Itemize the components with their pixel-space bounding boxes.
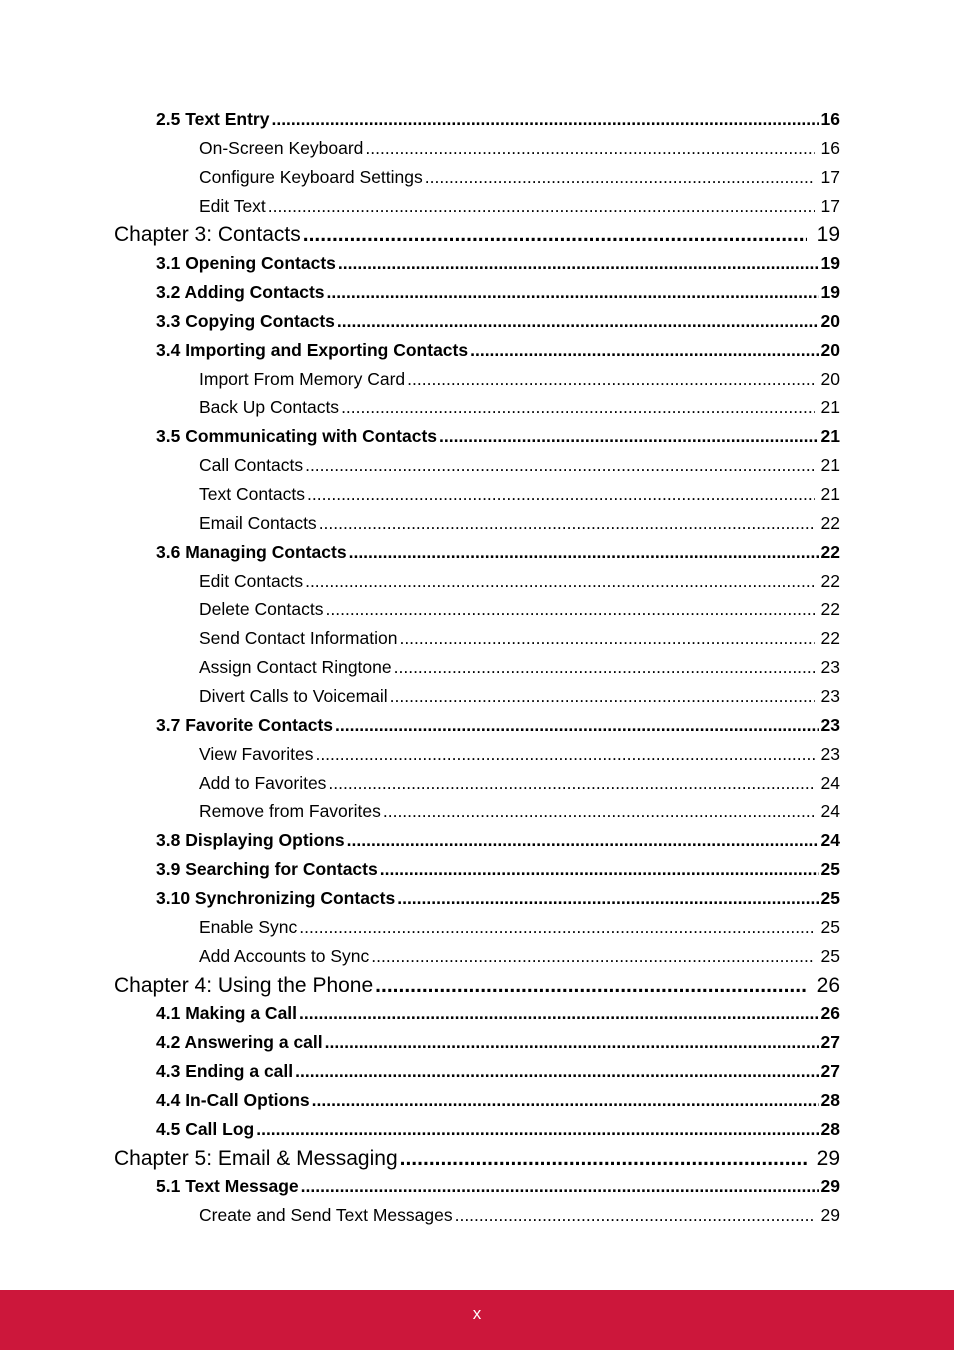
dot-leader [383, 798, 815, 824]
dot-leader [319, 510, 815, 536]
toc-entry-page: 23 [820, 657, 840, 677]
toc-entry-4-4[interactable] [156, 1087, 840, 1113]
dot-leader [315, 741, 814, 767]
dot-leader [295, 1058, 818, 1084]
toc-entry-title: 4.4 In-Call Options [156, 1090, 310, 1110]
toc-entry-call-contacts[interactable] [199, 452, 840, 478]
toc-entry-add-accounts-sync[interactable] [199, 943, 840, 969]
toc-entry-back-up-contacts[interactable] [199, 394, 840, 420]
toc-entry-3-2[interactable] [156, 279, 840, 305]
toc-entry-title: 4.1 Making a Call [156, 1003, 298, 1023]
dot-leader [425, 164, 815, 190]
toc-entry-title: 3.6 Managing Contacts [156, 542, 347, 562]
toc-entry-title: 3.10 Synchronizing Contacts [156, 888, 396, 908]
dot-leader [407, 366, 814, 392]
toc-entry-title: Text Contacts [199, 484, 306, 504]
dot-leader [394, 654, 815, 680]
toc-entry-title: Back Up Contacts [199, 397, 340, 417]
dot-leader [397, 885, 818, 911]
toc-entry-edit-text[interactable] [199, 193, 840, 219]
toc-entry-page: 28 [820, 1119, 840, 1139]
toc-entry-title: 3.9 Searching for Contacts [156, 859, 378, 879]
toc-entry-page: 24 [820, 830, 840, 850]
toc-entry-title: 3.8 Displaying Options [156, 830, 345, 850]
dot-leader [326, 596, 815, 622]
dot-leader [337, 308, 819, 334]
toc-chapter-4[interactable] [114, 971, 840, 1001]
toc-entry-divert-calls[interactable] [199, 683, 840, 709]
toc-entry-page: 22 [820, 571, 840, 591]
toc-entry-title: 3.2 Adding Contacts [156, 282, 325, 302]
toc-entry-title: Import From Memory Card [199, 369, 406, 389]
toc-entry-title: Add Accounts to Sync [199, 946, 370, 966]
toc-entry-page: 21 [820, 397, 840, 417]
toc-entry-title: 4.3 Ending a call [156, 1061, 294, 1081]
toc-entry-title: Email Contacts [199, 513, 317, 533]
toc-entry-page: 27 [820, 1032, 840, 1052]
toc-entry-page: 24 [820, 773, 840, 793]
toc-chapter-page: 19 [816, 223, 840, 246]
dot-leader [328, 770, 814, 796]
toc-entry-page: 16 [820, 138, 840, 158]
toc-entry-page: 24 [820, 801, 840, 821]
toc-entry-configure-keyboard[interactable] [199, 164, 840, 190]
toc-entry-page: 25 [820, 946, 840, 966]
toc-entry-email-contacts[interactable] [199, 510, 840, 536]
toc-entry-3-9[interactable] [156, 856, 840, 882]
toc-chapter-page: 26 [816, 974, 840, 997]
toc-entry-title: Add to Favorites [199, 773, 327, 793]
toc-entry-page: 28 [820, 1090, 840, 1110]
dot-leader [305, 568, 814, 594]
dot-leader [301, 1173, 819, 1199]
toc-entry-page: 21 [820, 484, 840, 504]
toc-entry-title: Divert Calls to Voicemail [199, 686, 388, 706]
footer-page-number: x [472, 1304, 482, 1323]
toc-entry-title: Enable Sync [199, 917, 298, 937]
toc-entry-page: 17 [820, 167, 840, 187]
toc-entry-import-memory-card[interactable] [199, 366, 840, 392]
toc-entry-title: On-Screen Keyboard [199, 138, 364, 158]
toc-entry-create-send-text[interactable] [199, 1202, 840, 1228]
toc-entry-page: 16 [820, 109, 840, 129]
toc-entry-title: Configure Keyboard Settings [199, 167, 423, 187]
toc-entry-page: 20 [820, 340, 840, 360]
toc-entry-page: 23 [820, 715, 840, 735]
toc-chapter-title: Chapter 4: Using the Phone [114, 974, 374, 997]
toc-entry-page: 21 [820, 455, 840, 475]
toc-entry-page: 29 [820, 1176, 840, 1196]
dot-leader [335, 712, 819, 738]
toc-entry-title: Assign Contact Ringtone [199, 657, 392, 677]
dot-leader [327, 279, 819, 305]
dot-leader [380, 856, 819, 882]
toc-entry-page: 23 [820, 686, 840, 706]
toc-entry-page: 21 [820, 426, 840, 446]
dot-leader [303, 220, 807, 250]
toc-entry-page: 26 [820, 1003, 840, 1023]
dot-leader [439, 423, 819, 449]
toc-entry-add-to-favorites[interactable] [199, 770, 840, 796]
dot-leader [347, 827, 819, 853]
toc-entry-enable-sync[interactable] [199, 914, 840, 940]
toc-entry-title: 3.7 Favorite Contacts [156, 715, 333, 735]
dot-leader [307, 481, 815, 507]
toc-entry-title: 4.5 Call Log [156, 1119, 255, 1139]
toc-entry-4-5[interactable] [156, 1116, 840, 1142]
toc-chapter-title: Chapter 3: Contacts [114, 223, 301, 246]
toc-entry-3-3[interactable] [156, 308, 840, 334]
toc-entry-3-6[interactable] [156, 539, 840, 565]
toc-entry-title: 5.1 Text Message [156, 1176, 299, 1196]
toc-entry-page: 19 [820, 282, 840, 302]
toc-chapter-5[interactable] [114, 1144, 840, 1174]
toc-entry-text-contacts[interactable] [199, 481, 840, 507]
toc-entry-page: 20 [820, 369, 840, 389]
toc-entry-title: 2.5 Text Entry [156, 109, 270, 129]
dot-leader [256, 1116, 818, 1142]
toc-entry-title: Edit Contacts [199, 571, 304, 591]
dot-leader [305, 452, 814, 478]
toc-entry-title: 3.3 Copying Contacts [156, 311, 335, 331]
toc-entry-page: 22 [820, 628, 840, 648]
dot-leader [325, 1029, 819, 1055]
dot-leader [299, 914, 814, 940]
toc-entry-title: Delete Contacts [199, 599, 324, 619]
toc-entry-page: 20 [820, 311, 840, 331]
toc-entry-page: 29 [820, 1205, 840, 1225]
toc-entry-page: 25 [820, 859, 840, 879]
dot-leader [341, 394, 814, 420]
toc-entry-page: 19 [820, 253, 840, 273]
toc-entry-title: View Favorites [199, 744, 314, 764]
toc-entry-page: 27 [820, 1061, 840, 1081]
toc-entry-4-3[interactable] [156, 1058, 840, 1084]
dot-leader [470, 337, 818, 363]
toc-entry-page: 22 [820, 542, 840, 562]
dot-leader [268, 193, 815, 219]
dot-leader [338, 250, 819, 276]
toc-chapter-3[interactable] [114, 220, 840, 250]
toc-entry-title: Send Contact Information [199, 628, 398, 648]
toc-entry-3-8[interactable] [156, 827, 840, 853]
toc-chapter-page: 29 [816, 1147, 840, 1170]
dot-leader [371, 943, 814, 969]
toc-entry-title: 4.2 Answering a call [156, 1032, 323, 1052]
dot-leader [390, 683, 815, 709]
toc-entry-page: 17 [820, 196, 840, 216]
toc-entry-3-5[interactable] [156, 423, 840, 449]
toc-entry-send-contact-info[interactable] [199, 625, 840, 651]
toc-entry-page: 22 [820, 599, 840, 619]
toc-entry-4-2[interactable] [156, 1029, 840, 1055]
toc-entry-title: Create and Send Text Messages [199, 1205, 453, 1225]
dot-leader [365, 135, 814, 161]
toc-entry-5-1[interactable] [156, 1173, 840, 1199]
toc-entry-4-1[interactable] [156, 1000, 840, 1026]
dot-leader [400, 1144, 807, 1174]
dot-leader [375, 971, 806, 1001]
toc-entry-page: 22 [820, 513, 840, 533]
dot-leader [299, 1000, 819, 1026]
toc-entry-page: 23 [820, 744, 840, 764]
toc-entry-view-favorites[interactable] [199, 741, 840, 767]
toc-entry-remove-from-favorites[interactable] [199, 798, 840, 824]
toc-entry-3-10[interactable] [156, 885, 840, 911]
dot-leader [312, 1087, 819, 1113]
dot-leader [271, 106, 818, 132]
dot-leader [349, 539, 819, 565]
toc-entry-2-5[interactable] [156, 106, 840, 132]
toc-entry-3-7[interactable] [156, 712, 840, 738]
toc-entry-on-screen-keyboard[interactable] [199, 135, 840, 161]
toc-entry-title: Remove from Favorites [199, 801, 381, 821]
toc-entry-page: 25 [820, 917, 840, 937]
toc-entry-title: Call Contacts [199, 455, 304, 475]
dot-leader [455, 1202, 815, 1228]
toc-entry-assign-ringtone[interactable] [199, 654, 840, 680]
toc-entry-title: Edit Text [199, 196, 266, 216]
toc-entry-edit-contacts[interactable] [199, 568, 840, 594]
dot-leader [399, 625, 814, 651]
toc-entry-title: 3.1 Opening Contacts [156, 253, 336, 273]
toc-chapter-title: Chapter 5: Email & Messaging [114, 1147, 398, 1170]
toc-entry-3-1[interactable] [156, 250, 840, 276]
toc-entry-3-4[interactable] [156, 337, 840, 363]
toc-entry-page: 25 [820, 888, 840, 908]
toc-entry-title: 3.5 Communicating with Contacts [156, 426, 437, 446]
toc-entry-title: 3.4 Importing and Exporting Contacts [156, 340, 469, 360]
toc-entry-delete-contacts[interactable] [199, 596, 840, 622]
